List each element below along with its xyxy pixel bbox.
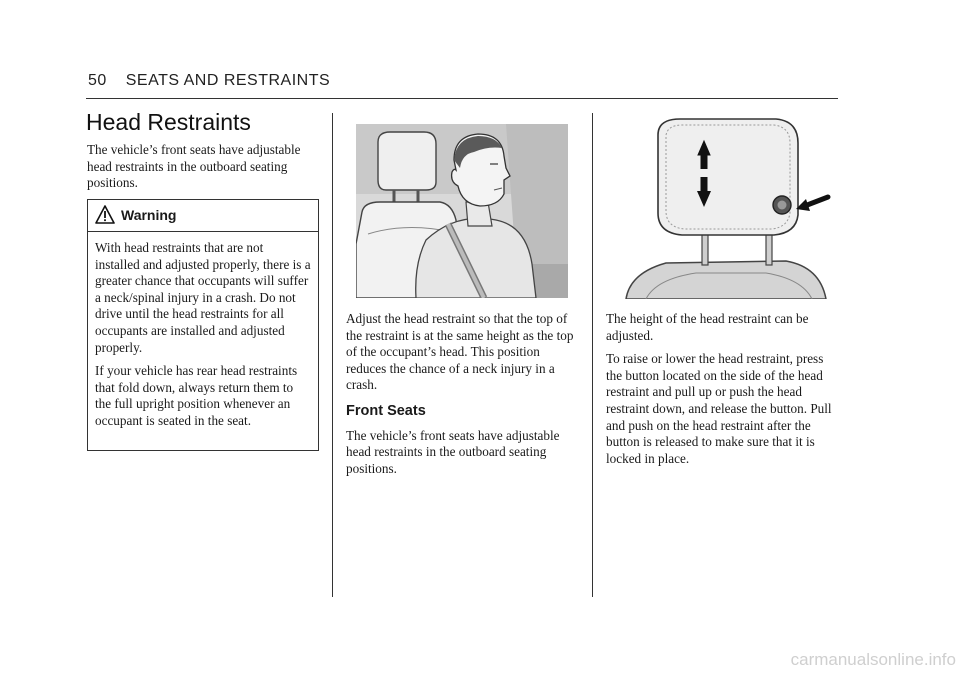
page-header xyxy=(88,72,330,90)
header-rule xyxy=(86,98,838,99)
column-divider-1 xyxy=(332,113,333,597)
occupant-head-restraint-illustration xyxy=(356,124,568,298)
raise-lower-paragraph: To raise or lower the head restraint, press the button located on the side of the head restraint and pull up or push the head restraint down, and release the button. Pull and push on the head restraint after the button is released to make sure that it is locked in place. xyxy=(606,351,832,466)
column-divider-2 xyxy=(592,113,593,597)
warning-paragraph-1: With head restraints that are not installed and adjusted properly, there is a greater chance that occupants will suffer a neck/spinal injury in a crash. Do not drive until the head restraints for all occupants are installed and adjusted properly. xyxy=(95,240,311,355)
head-restraint-button-illustration xyxy=(606,113,838,299)
section-title: SEATS AND RESTRAINTS xyxy=(125,72,331,89)
watermark: carmanualsonline.info xyxy=(790,650,956,669)
height-paragraph: The height of the head restraint can be adjusted. xyxy=(606,311,809,343)
front-seats-heading: Front Seats xyxy=(346,402,426,419)
front-seats-paragraph: The vehicle’s front seats have adjustable head restraints in the outboard seating positions. xyxy=(346,427,560,476)
warning-label: Warning xyxy=(121,207,177,223)
warning-triangle-icon xyxy=(95,205,115,224)
column-1 xyxy=(87,142,319,199)
warning-box xyxy=(87,199,319,451)
intro-paragraph: The vehicle’s front seats have adjustable head restraints in the outboard seating positions. xyxy=(87,142,301,191)
adjust-paragraph: Adjust the head restraint so that the top of the restraint is at the same height as the top of the occupant’s head. This position reduces the chance of a neck injury in a crash. xyxy=(346,311,574,393)
warning-paragraph-2: If your vehicle has rear head restraints that fold down, always return them to the full upright position whenever an occupant is seated in the seat. xyxy=(95,363,298,428)
column-2 xyxy=(346,311,578,484)
warning-header xyxy=(88,200,318,232)
page-title: Head Restraints xyxy=(86,109,251,135)
page-number: 50 xyxy=(88,72,107,89)
warning-body xyxy=(88,232,318,430)
column-3 xyxy=(606,311,838,474)
